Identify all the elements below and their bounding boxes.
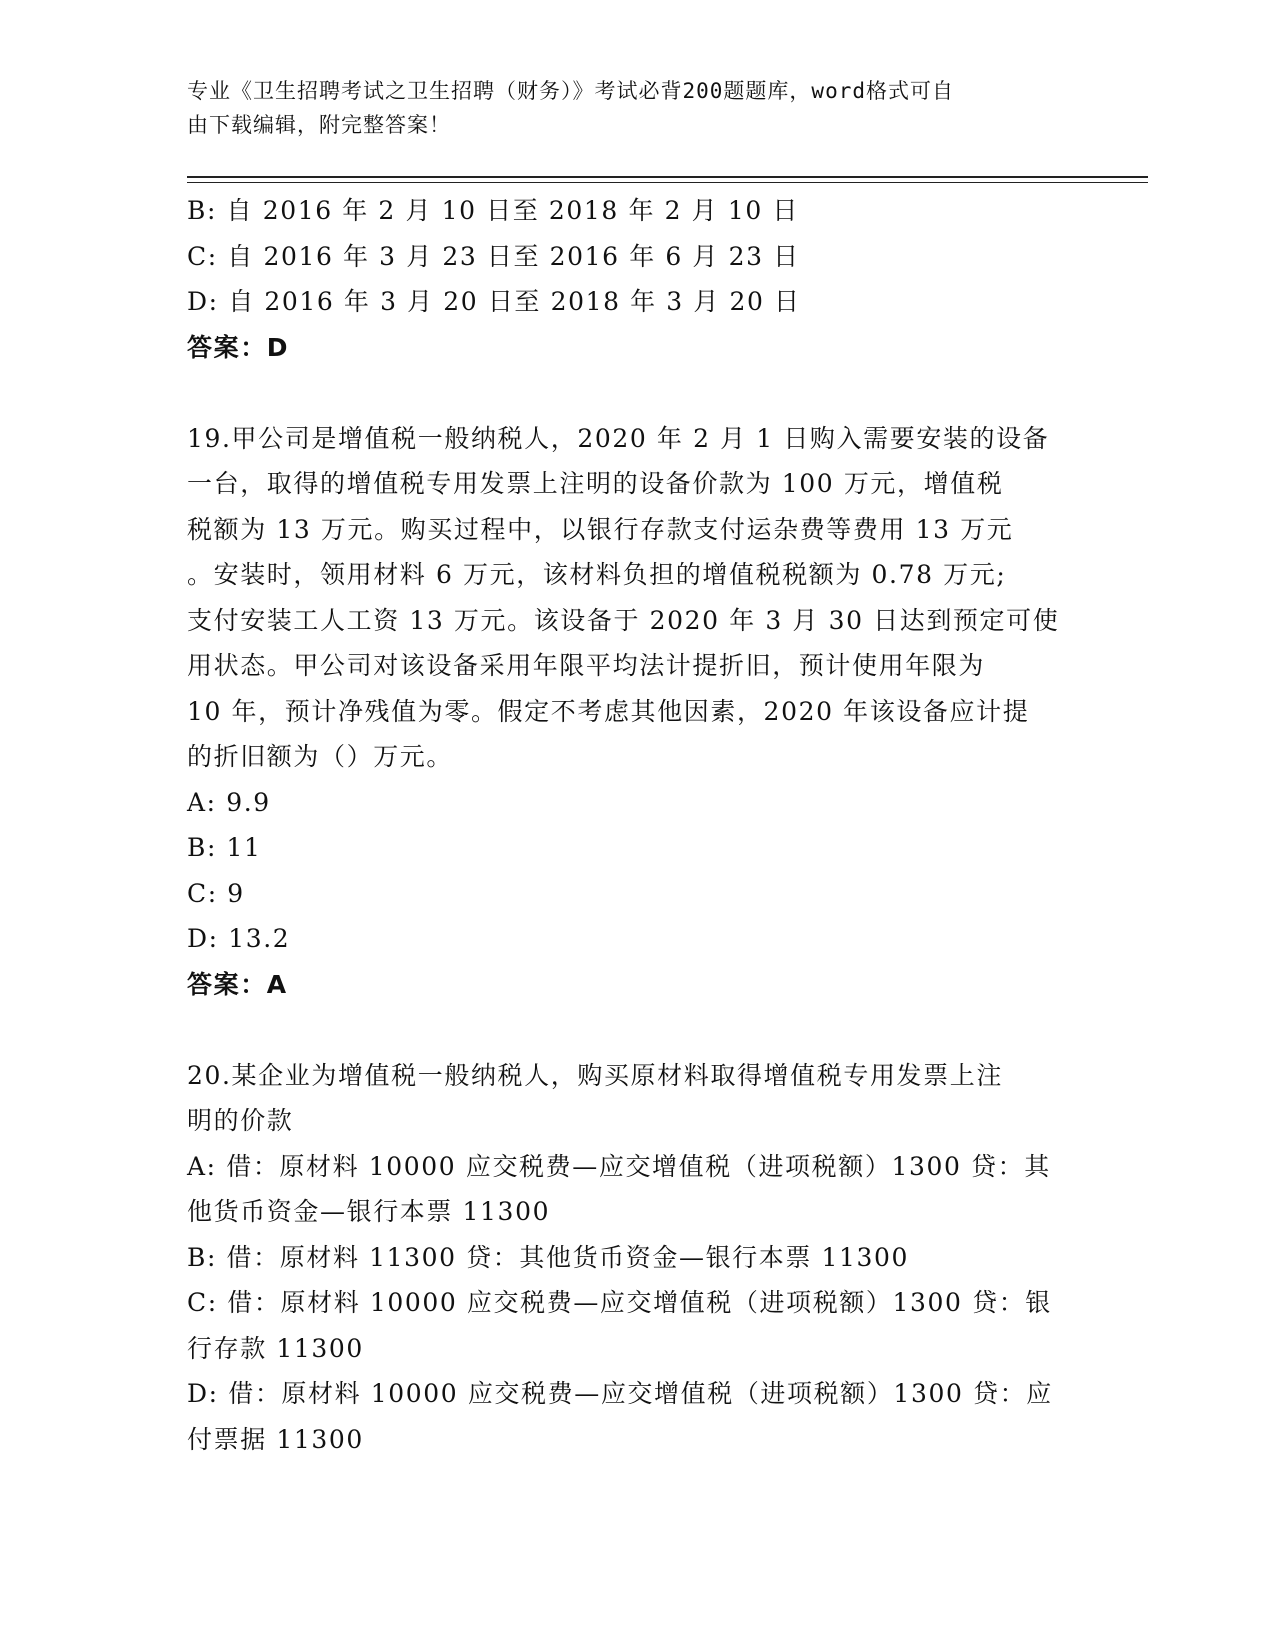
stem-line: 税额为 13 万元。购买过程中，以银行存款支付运杂费等费用 13 万元 (187, 514, 1014, 544)
option-line: B: 借：原材料 11300 贷：其他货币资金—银行本票 11300 (187, 1242, 910, 1272)
question-18-answer: 答案：D (187, 332, 290, 362)
stem-line: 的折旧额为（）万元。 (187, 742, 454, 771)
question-content (187, 188, 1087, 1462)
option-line: A: 9.9 (187, 787, 271, 817)
spacer (187, 1007, 1087, 1053)
spacer (187, 370, 1087, 416)
question-19-options (187, 780, 1087, 962)
stem-line: 一台，取得的增值税专用发票上注明的设备价款为 100 万元，增值税 (187, 469, 1004, 498)
question-20-options (187, 1144, 1087, 1463)
stem-line: 20.某企业为增值税一般纳税人，购买原材料取得增值税专用发票上注 (187, 1060, 1003, 1090)
question-18-options (187, 188, 1087, 325)
stem-line: 19.甲公司是增值税一般纳税人，2020 年 2 月 1 日购入需要安装的设备 (187, 423, 1050, 453)
option-line: D: 借：原材料 10000 应交税费—应交增值税（进项税额）1300 贷：应 (187, 1379, 1053, 1408)
option-line: D: 自 2016 年 3 月 20 日至 2018 年 3 月 20 日 (187, 287, 801, 316)
question-19-answer: 答案：A (187, 969, 288, 999)
stem-line: 。安装时，领用材料 6 万元，该材料负担的增值税税额为 0.78 万元; (187, 560, 1007, 589)
header-line-2: 由下载编辑，附完整答案！ (187, 113, 451, 137)
stem-line: 用状态。甲公司对该设备采用年限平均法计提折旧，预计使用年限为 (187, 651, 986, 680)
stem-line: 支付安装工人工资 13 万元。该设备于 2020 年 3 月 30 日达到预定可使 (187, 605, 1060, 635)
option-line: B: 自 2016 年 2 月 10 日至 2018 年 2 月 10 日 (187, 196, 799, 225)
header-divider-thick (187, 176, 1148, 178)
question-19-stem (187, 416, 1087, 780)
header-line-1: 专业《卫生招聘考试之卫生招聘（财务）》考试必背200题题库，word格式可自 (187, 79, 954, 103)
option-line: C: 借：原材料 10000 应交税费—应交增值税（进项税额）1300 贷：银 (187, 1288, 1052, 1317)
option-line: C: 9 (187, 878, 245, 908)
stem-line: 明的价款 (187, 1106, 294, 1135)
header-divider-thin (187, 182, 1148, 183)
option-line: B: 11 (187, 833, 262, 862)
option-line: 付票据 11300 (187, 1424, 364, 1454)
option-line: C: 自 2016 年 3 月 23 日至 2016 年 6 月 23 日 (187, 241, 800, 271)
option-line: A: 借：原材料 10000 应交税费—应交增值税（进项税额）1300 贷：其 (187, 1151, 1051, 1181)
option-line: D: 13.2 (187, 924, 291, 953)
option-line: 行存款 11300 (187, 1333, 364, 1363)
document-header (187, 74, 1067, 142)
stem-line: 10 年，预计净残值为零。假定不考虑其他因素，2020 年该设备应计提 (187, 696, 1030, 726)
option-line: 他货币资金—银行本票 11300 (187, 1197, 551, 1226)
question-20-stem (187, 1053, 1087, 1144)
